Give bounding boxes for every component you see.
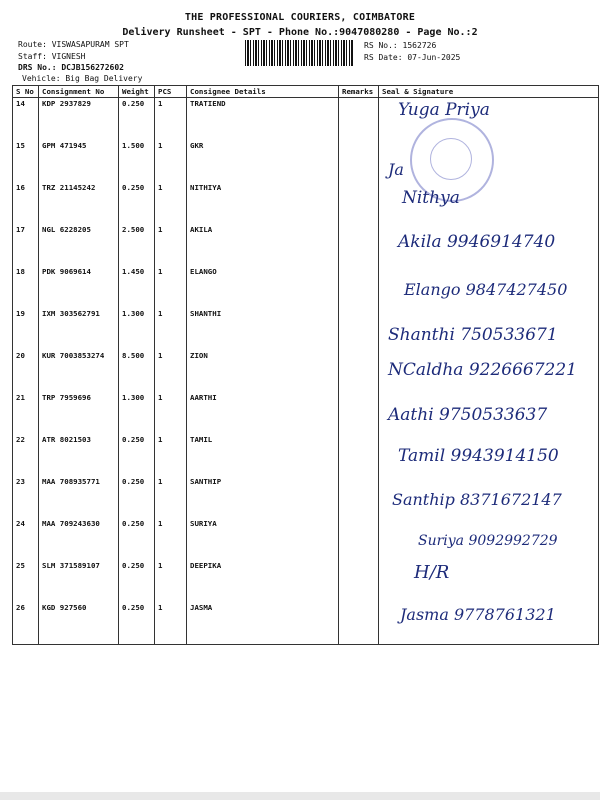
cell-consignment: PDK 9069614 <box>39 266 119 308</box>
signature-row-24: Suriya 9092992729 <box>418 533 558 549</box>
cell-remarks <box>339 476 379 518</box>
cell-pcs: 1 <box>155 350 187 392</box>
cell-pcs: 1 <box>155 224 187 266</box>
cell-remarks <box>339 392 379 434</box>
cell-consignee: SANTHIP <box>187 476 339 518</box>
signature-row-19: Shanthi 750533671 <box>388 325 558 345</box>
cell-consignee: NITHIYA <box>187 182 339 224</box>
cell-consignee: GKR <box>187 140 339 182</box>
cell-consignee: TRATIEND <box>187 98 339 141</box>
runsheet-title: Delivery Runsheet - SPT - Phone No.:9047080280 - Page No.:2 <box>122 27 478 38</box>
cell-sno: 16 <box>13 182 39 224</box>
rs-no-line <box>364 40 436 52</box>
col-pcs: PCS <box>155 86 187 98</box>
col-consignment: Consignment No <box>39 86 119 98</box>
cell-consignee: AKILA <box>187 224 339 266</box>
cell-weight: 0.250 <box>119 602 155 645</box>
cell-weight: 0.250 <box>119 560 155 602</box>
cell-pcs: 1 <box>155 140 187 182</box>
cell-sno: 14 <box>13 98 39 141</box>
cell-pcs: 1 <box>155 518 187 560</box>
cell-sno: 18 <box>13 266 39 308</box>
table-row <box>13 98 599 141</box>
rs-no-value: 1562726 <box>402 41 437 50</box>
signature-row-21: Aathi 9750533637 <box>388 405 548 425</box>
cell-weight: 1.300 <box>119 392 155 434</box>
cell-consignment: KGD 927560 <box>39 602 119 645</box>
barcode <box>245 40 353 66</box>
rs-date-label: RS Date: <box>364 53 403 62</box>
scan-edge-band <box>0 792 600 800</box>
cell-weight: 8.500 <box>119 350 155 392</box>
cell-remarks <box>339 140 379 182</box>
cell-consignment: NGL 6228205 <box>39 224 119 266</box>
signature-row-20: NCaldha 9226667221 <box>388 360 577 380</box>
cell-consignment: TRZ 21145242 <box>39 182 119 224</box>
cell-consignee: TAMIL <box>187 434 339 476</box>
col-consignee: Consignee Details <box>187 86 339 98</box>
cell-consignee: DEEPIKA <box>187 560 339 602</box>
cell-remarks <box>339 224 379 266</box>
cell-consignee: SHANTHI <box>187 308 339 350</box>
cell-sno: 22 <box>13 434 39 476</box>
cell-weight: 0.250 <box>119 518 155 560</box>
cell-pcs: 1 <box>155 182 187 224</box>
cell-weight: 0.250 <box>119 182 155 224</box>
cell-pcs: 1 <box>155 392 187 434</box>
cell-consignee: AARTHI <box>187 392 339 434</box>
cell-weight: 0.250 <box>119 476 155 518</box>
vehicle-label: Vehicle: <box>22 74 61 83</box>
cell-consignment: IXM 303562791 <box>39 308 119 350</box>
rs-no-label: RS No.: <box>364 41 398 50</box>
signature-row-22: Tamil 9943914150 <box>398 446 559 466</box>
cell-weight: 0.250 <box>119 434 155 476</box>
cell-remarks <box>339 182 379 224</box>
col-seal-signature: Seal & Signature <box>379 86 599 98</box>
rs-date-value: 07-Jun-2025 <box>407 53 461 62</box>
cell-sno: 25 <box>13 560 39 602</box>
signature-row-18: Elango 9847427450 <box>404 280 568 299</box>
cell-sno: 21 <box>13 392 39 434</box>
signature-row-26: Jasma 9778761321 <box>400 605 556 624</box>
cell-pcs: 1 <box>155 434 187 476</box>
cell-pcs: 1 <box>155 98 187 141</box>
cell-weight: 2.500 <box>119 224 155 266</box>
cell-remarks <box>339 518 379 560</box>
company-title: THE PROFESSIONAL COURIERS, COIMBATORE <box>184 12 416 23</box>
cell-weight: 1.450 <box>119 266 155 308</box>
vehicle-line <box>22 73 142 85</box>
col-remarks: Remarks <box>339 86 379 98</box>
cell-remarks <box>339 98 379 141</box>
drs-value: DCJB156272602 <box>61 63 124 72</box>
table-row <box>13 140 599 182</box>
signature-row-16: Nithya <box>402 188 460 208</box>
cell-consignment: MAA 709243630 <box>39 518 119 560</box>
col-weight: Weight <box>119 86 155 98</box>
cell-sno: 24 <box>13 518 39 560</box>
cell-pcs: 1 <box>155 308 187 350</box>
cell-consignment: KUR 7003853274 <box>39 350 119 392</box>
cell-remarks <box>339 560 379 602</box>
cell-remarks <box>339 350 379 392</box>
cell-sno: 26 <box>13 602 39 645</box>
cell-consignment: KDP 2937829 <box>39 98 119 141</box>
drs-label: DRS No.: <box>18 63 57 72</box>
cell-consignment: MAA 708935771 <box>39 476 119 518</box>
staff-value: VIGNESH <box>51 52 86 61</box>
route-line <box>18 39 129 51</box>
route-label: Route: <box>18 40 47 49</box>
table-row <box>13 560 599 602</box>
cell-consignee: SURIYA <box>187 518 339 560</box>
cell-weight: 1.500 <box>119 140 155 182</box>
cell-sno: 19 <box>13 308 39 350</box>
signature-row-14: Yuga Priya <box>398 100 490 120</box>
signature-row-25: H/R <box>414 562 450 583</box>
cell-pcs: 1 <box>155 476 187 518</box>
rs-date-line <box>364 52 460 64</box>
cell-pcs: 1 <box>155 602 187 645</box>
cell-sno: 23 <box>13 476 39 518</box>
cell-consignment: ATR 8021503 <box>39 434 119 476</box>
col-sno: S No <box>13 86 39 98</box>
table-row <box>13 182 599 224</box>
cell-consignment: GPM 471945 <box>39 140 119 182</box>
cell-remarks <box>339 434 379 476</box>
cell-consignment: SLM 371589107 <box>39 560 119 602</box>
table-header-row <box>13 86 599 98</box>
signature-row-15: Ja <box>388 160 404 179</box>
cell-sno: 20 <box>13 350 39 392</box>
cell-remarks <box>339 308 379 350</box>
vehicle-value: Big Bag Delivery <box>65 74 143 83</box>
cell-consignee: ELANGO <box>187 266 339 308</box>
cell-signature <box>379 560 599 602</box>
cell-consignment: TRP 7959696 <box>39 392 119 434</box>
cell-remarks <box>339 602 379 645</box>
cell-weight: 0.250 <box>119 98 155 141</box>
cell-sno: 15 <box>13 140 39 182</box>
cell-pcs: 1 <box>155 266 187 308</box>
route-value: VISWASAPURAM SPT <box>51 40 129 49</box>
signature-row-23: Santhip 8371672147 <box>392 490 562 509</box>
staff-label: Staff: <box>18 52 47 61</box>
signature-row-17: Akila 9946914740 <box>398 232 556 252</box>
cell-consignee: JASMA <box>187 602 339 645</box>
cell-consignee: ZION <box>187 350 339 392</box>
cell-sno: 17 <box>13 224 39 266</box>
cell-remarks <box>339 266 379 308</box>
cell-pcs: 1 <box>155 560 187 602</box>
cell-weight: 1.300 <box>119 308 155 350</box>
